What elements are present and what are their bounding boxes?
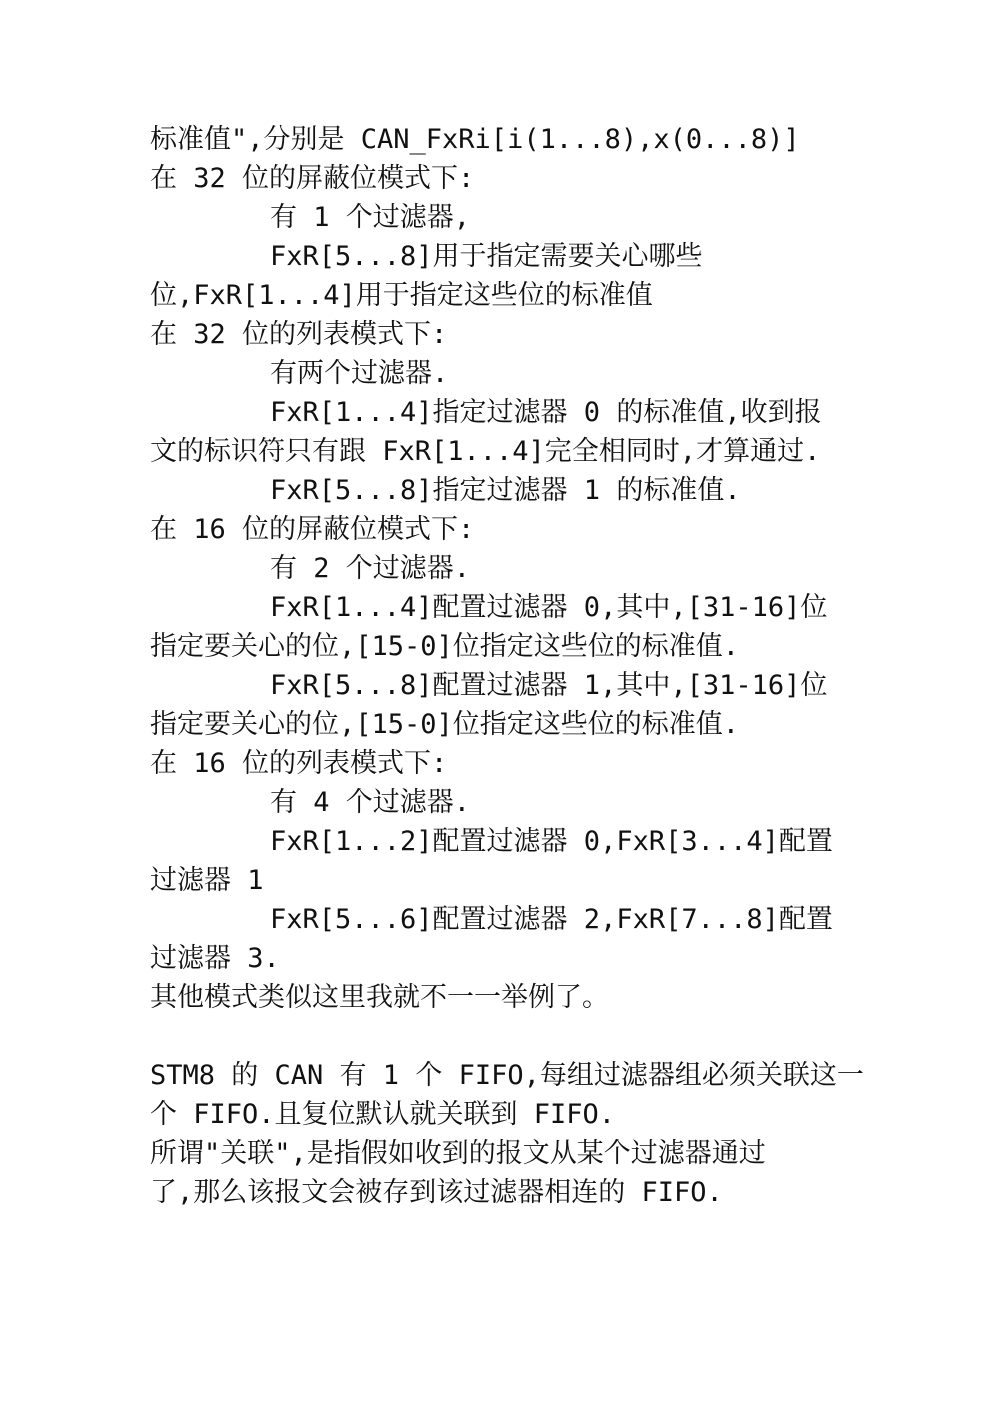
text-line: 指定要关心的位,[15-0]位指定这些位的标准值. — [150, 709, 740, 740]
text-line: FxR[1...4]指定过滤器 0 的标准值,收到报 — [270, 397, 822, 428]
text-line: 过滤器 1 — [150, 865, 264, 896]
text-line: 在 32 位的列表模式下: — [150, 319, 448, 350]
text-line: 有两个过滤器. — [270, 358, 449, 389]
text-line: 有 1 个过滤器, — [270, 202, 471, 233]
text-line: 在 16 位的列表模式下: — [150, 748, 448, 779]
text-line: STM8 的 CAN 有 1 个 FIFO,每组过滤器组必须关联这一 — [150, 1060, 864, 1091]
text-line: 位,FxR[1...4]用于指定这些位的标准值 — [150, 280, 653, 311]
text-line: FxR[5...8]用于指定需要关心哪些 — [270, 241, 703, 272]
text-line: 在 16 位的屏蔽位模式下: — [150, 514, 475, 545]
text-line: 所谓"关联",是指假如收到的报文从某个过滤器通过 — [150, 1138, 766, 1169]
text-line: 有 2 个过滤器. — [270, 553, 471, 584]
text-line: 标准值",分别是 CAN_FxRi[i(1...8),x(0...8)] — [150, 124, 800, 155]
text-line: 了,那么该报文会被存到该过滤器相连的 FIFO. — [150, 1177, 723, 1208]
text-line: FxR[1...2]配置过滤器 0,FxR[3...4]配置 — [270, 826, 833, 857]
text-line: 文的标识符只有跟 FxR[1...4]完全相同时,才算通过. — [150, 436, 821, 467]
text-line: 其他模式类似这里我就不一一举例了。 — [150, 982, 609, 1013]
text-line: FxR[1...4]配置过滤器 0,其中,[31-16]位 — [270, 592, 828, 623]
text-line: FxR[5...6]配置过滤器 2,FxR[7...8]配置 — [270, 904, 833, 935]
text-line: FxR[5...8]配置过滤器 1,其中,[31-16]位 — [270, 670, 828, 701]
text-line: 过滤器 3. — [150, 943, 280, 974]
text-line: 在 32 位的屏蔽位模式下: — [150, 163, 475, 194]
text-line: 个 FIFO.且复位默认就关联到 FIFO. — [150, 1099, 616, 1130]
text-line: FxR[5...8]指定过滤器 1 的标准值. — [270, 475, 741, 506]
text-line: 指定要关心的位,[15-0]位指定这些位的标准值. — [150, 631, 740, 662]
text-line: 有 4 个过滤器. — [270, 787, 471, 818]
